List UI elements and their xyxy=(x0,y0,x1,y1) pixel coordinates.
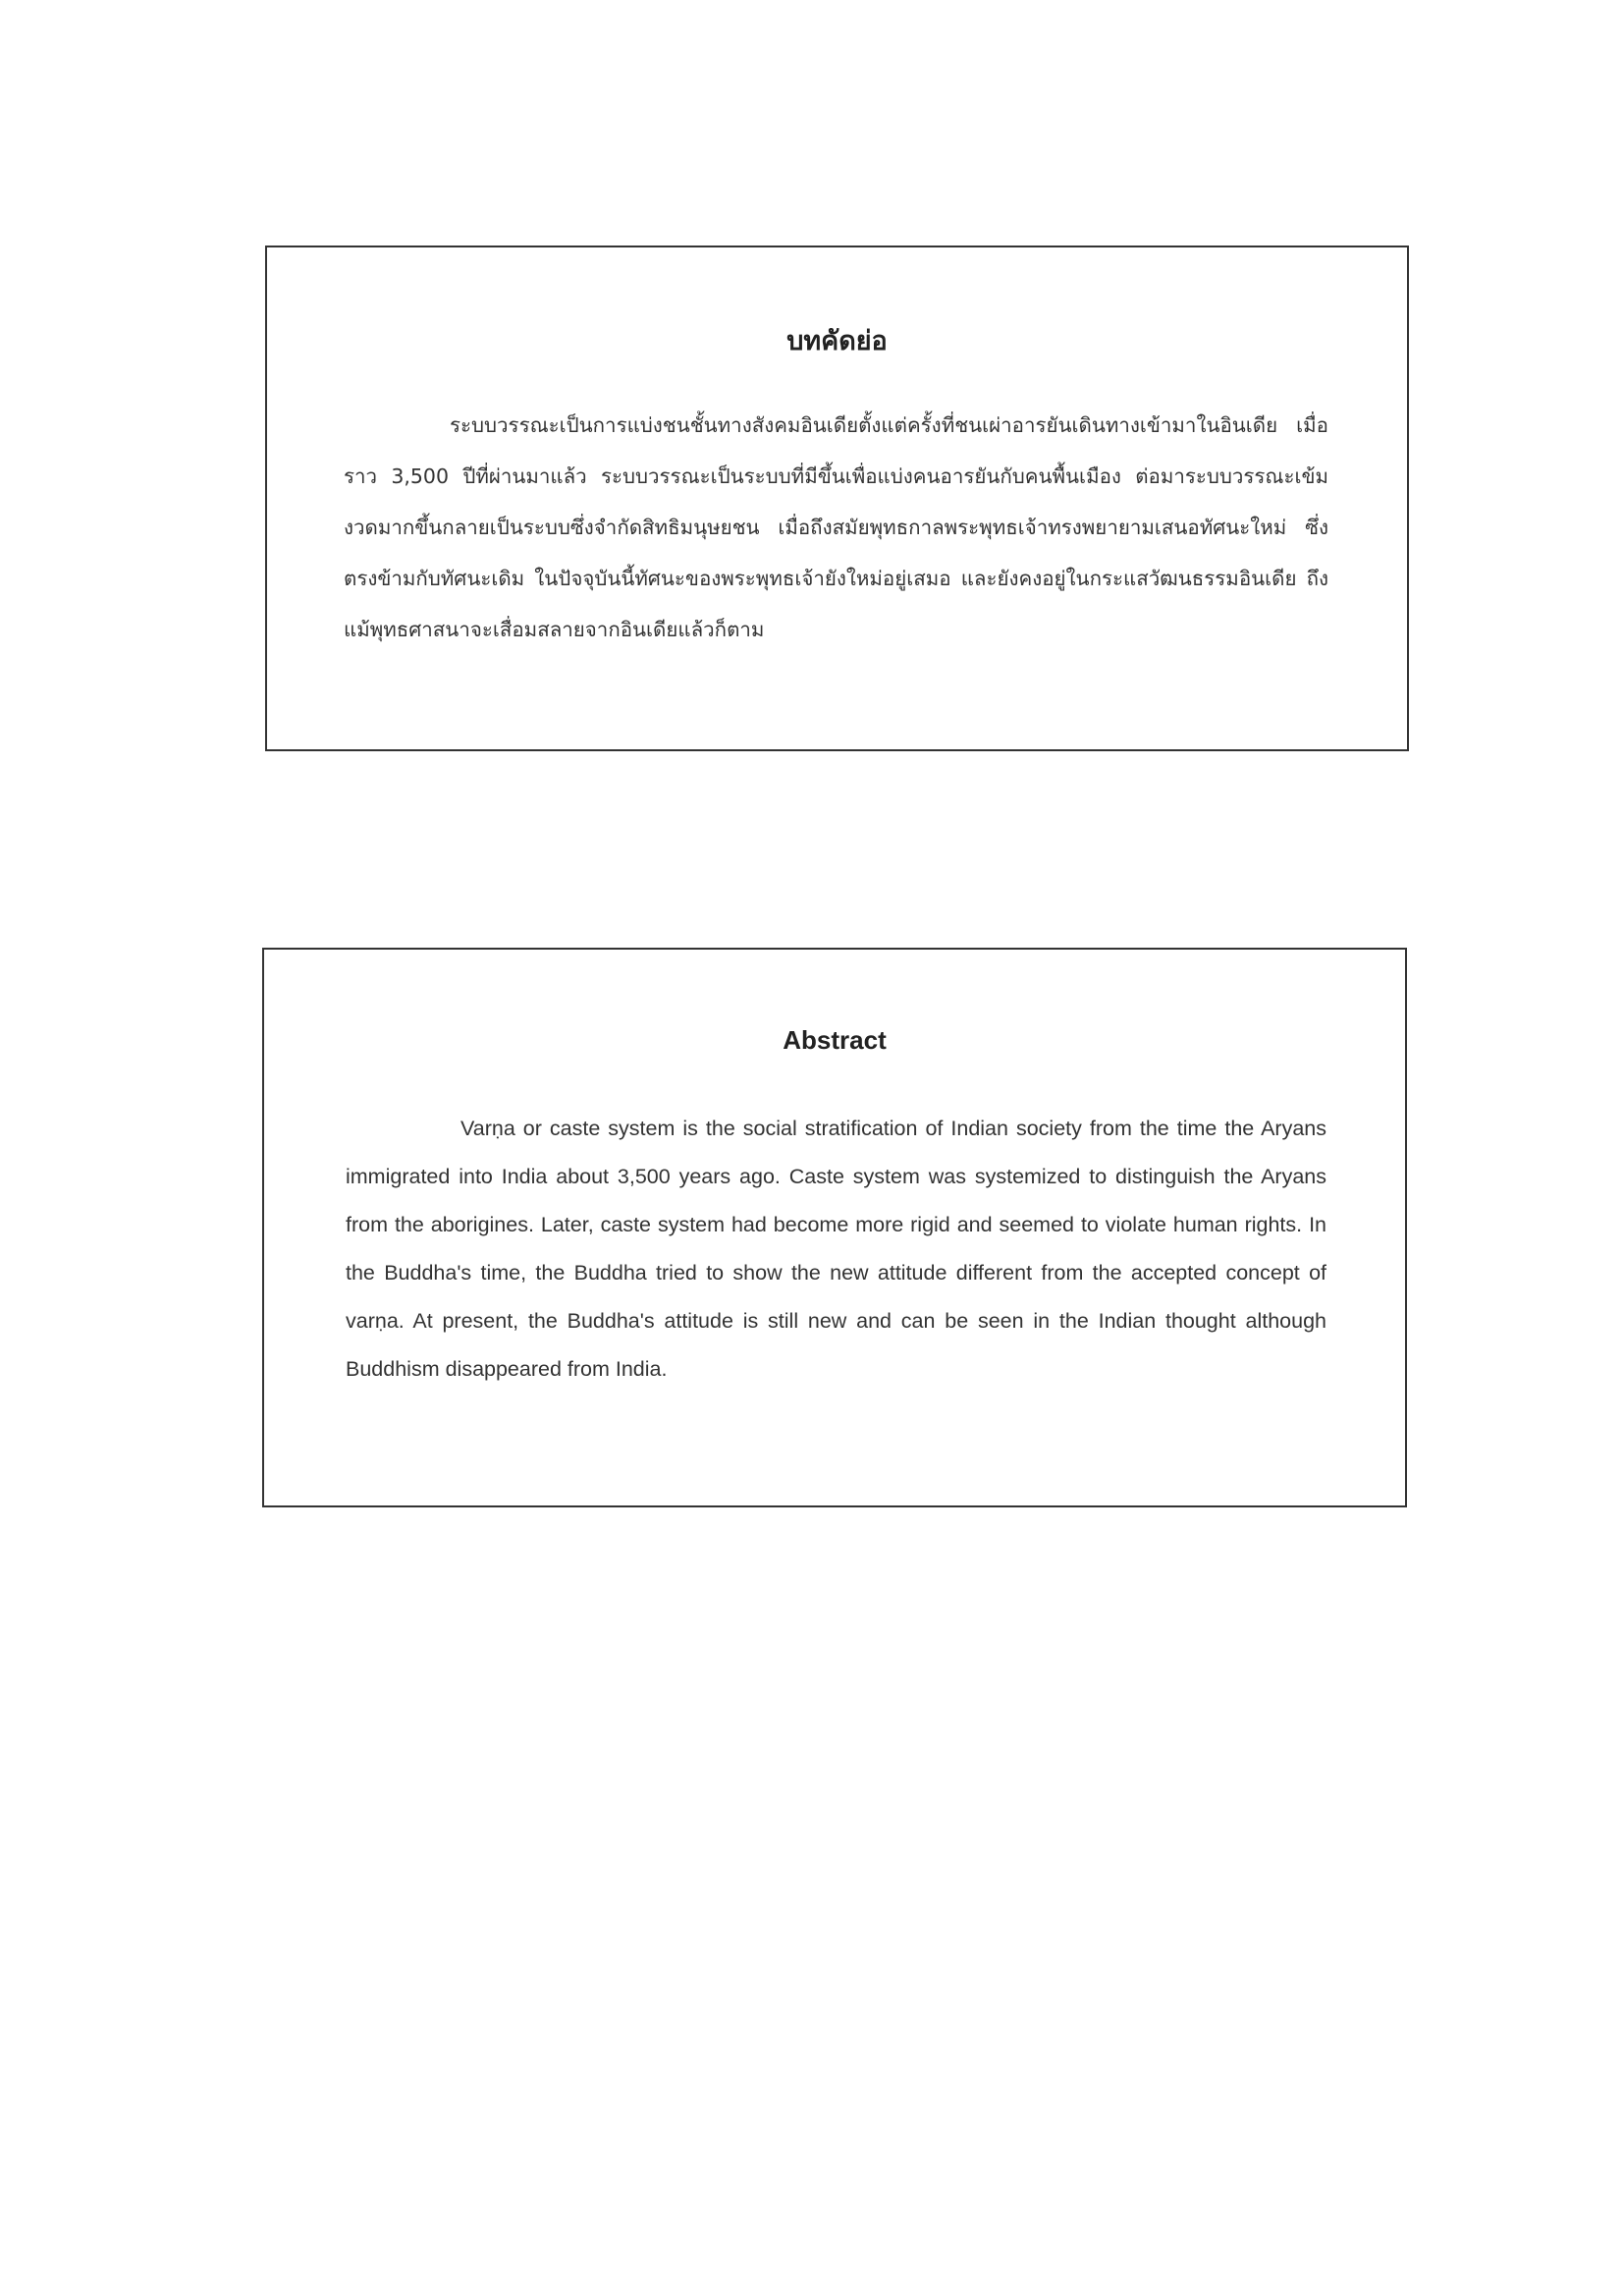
thai-abstract-title: บทคัดย่อ xyxy=(786,326,888,356)
english-abstract-box xyxy=(262,948,1407,1507)
thai-abstract-box xyxy=(265,246,1409,751)
english-abstract-title: Abstract xyxy=(783,1025,887,1055)
english-abstract-body: Varṇa or caste system is the social stratification of Indian society from the time the Aryans immigrated into India about 3,500 years ago. Caste system was systemized to distinguish the Aryans from the aborigines. Later, caste system had become more rigid and seemed to violate human rights. In the Buddha's time, the Buddha tried to show the new attitude different from the accepted concept of varṇa. At present, the Buddha's attitude is still new and can be seen in the Indian thought although Buddhism disappeared from India. xyxy=(346,1117,1326,1381)
thai-abstract-body: ระบบวรรณะเป็นการแบ่งชนชั้นทางสังคมอินเดียตั้งแต่ครั้งที่ชนเผ่าอารยันเดินทางเข้ามาในอินเดีย เมื่อราว 3,500 ปีที่ผ่านมาแล้ว ระบบวรรณะเป็นระบบที่มีขึ้นเพื่อแบ่งคนอารยันกับคนพื้นเมือง ต่อมาระบบวรรณะเข้มงวดมากขึ้นกลายเป็นระบบซึ่งจำกัดสิทธิมนุษยชน เมื่อถึงสมัยพุทธกาลพระพุทธเจ้าทรงพยายามเสนอทัศนะใหม่ ซึ่งตรงข้ามกับทัศนะเดิม ในปัจจุบันนี้ทัศนะของพระพุทธเจ้ายังใหม่อยู่เสมอ และยังคงอยู่ในกระแสวัฒนธรรมอินเดีย ถึงแม้พุทธศาสนาจะเสื่อมสลายจากอินเดียแล้วก็ตาม xyxy=(344,413,1328,641)
